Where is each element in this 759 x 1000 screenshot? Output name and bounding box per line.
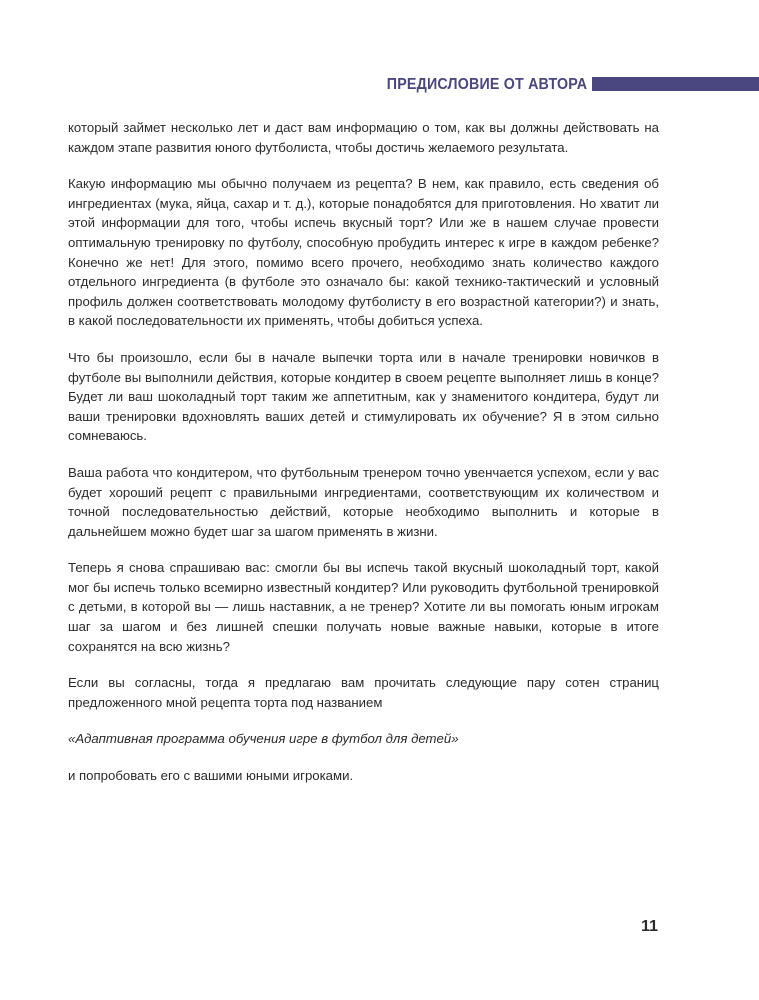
paragraph-4: Ваша работа что кондитером, что футбольным тренером точно увенчается успехом, если у вас будет хороший рецепт с правильными ингредиентами, соответствующим их количеством и точной последовательностью действий, которые необходимо выполнить и которые в дальнейшем можно будет шаг за шагом применять в жизни. bbox=[68, 464, 659, 539]
header-accent-bar bbox=[592, 77, 759, 91]
paragraph-1: который займет несколько лет и даст вам информацию о том, как вы должны действовать на каждом этапе развития юного футболиста, чтобы достичь желаемого результата. bbox=[68, 120, 659, 155]
page-body bbox=[68, 118, 659, 803]
running-header-title: ПРЕДИСЛОВИЕ ОТ АВТОРА bbox=[386, 76, 588, 93]
paragraph-7: и попробовать его с вашими юными игроками. bbox=[68, 768, 354, 784]
program-title-quote: «Адаптивная программа обучения игре в футбол для детей» bbox=[68, 731, 459, 747]
paragraph-2: Какую информацию мы обычно получаем из рецепта? В нем, как правило, есть сведения об ингредиентах (мука, яйца, сахар и т. д.), которые понадобятся для приготовления. Но хватит ли этой информации для того, чтобы испечь вкусный торт? Или же в нашем случае провести оптимальную тренировку по футболу, способную пробудить интерес к игре в каждом ребенке? Конечно же нет! Для этого, помимо всего прочего, необходимо знать количество каждого отдельного ингредиента (в футболе это означало бы: какой технико-тактический и условный профиль должен соответствовать молодому футболисту в его возрастной категории?) и знать, в какой последовательности их применять, чтобы добиться успеха. bbox=[68, 176, 659, 329]
page-number: 11 bbox=[641, 918, 658, 935]
paragraph-3: Что бы произошло, если бы в начале выпечки торта или в начале тренировки новичков в футболе вы выполнили действия, которые кондитер в своем рецепте выполняет лишь в конце? Будет ли ваш шоколадный торт таким же аппетитным, как у знаменитого кондитера, будут ли ваши тренировки вдохновлять ваших детей и стимулировать их обучение? Я в этом сильно сомневаюсь. bbox=[68, 349, 659, 444]
paragraph-5: Теперь я снова спрашиваю вас: смогли бы вы испечь такой вкусный шоколадный торт, какой мог бы испечь только всемирно известный кондитер? Или руководить футбольной тренировкой с детьми, в которой вы — лишь наставник, а не тренер? Хотите ли вы помогать юным игрокам шаг за шагом и без лишней спешки получать новые важные навыки, которые в итоге сохранятся на всю жизнь? bbox=[68, 560, 659, 654]
paragraph-6: Если вы согласны, тогда я предлагаю вам прочитать следующие пару сотен страниц предложенного мной рецепта торта под названием bbox=[68, 675, 659, 710]
